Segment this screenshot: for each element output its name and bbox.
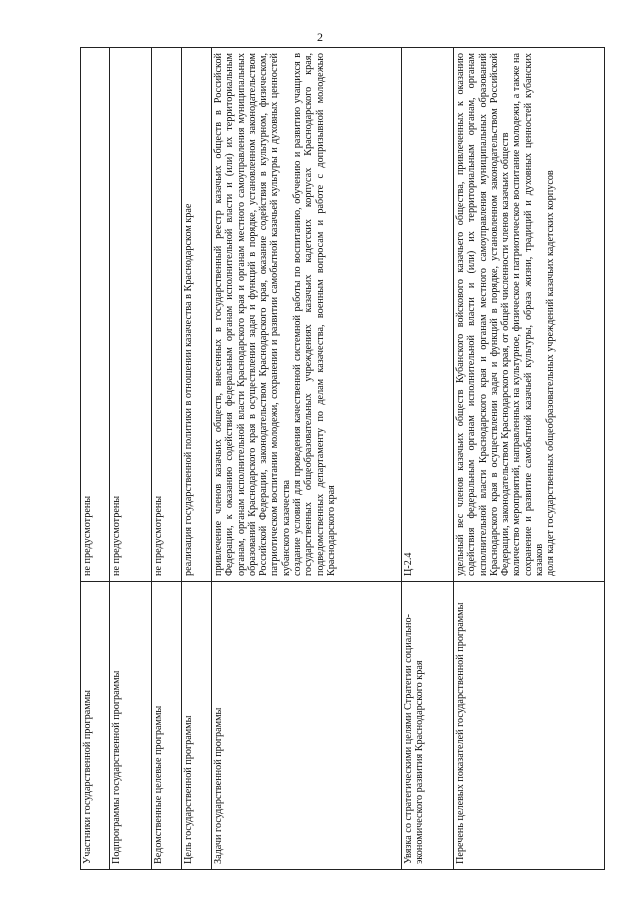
value-paragraph: создание условий для проведения качественной системной работы по воспитанию, обучению и развитию учащихся в государственных общеобразовательных учреждениях казачьих кадетских корпусах Краснодарского края, подведомственных департаменту по делам казачества, военным вопросам и работе с допризывной молодежью Краснодарского края [292, 53, 337, 576]
row-label: Участники государственной программы [81, 582, 110, 870]
row-value [212, 48, 402, 582]
row-value [402, 48, 454, 582]
value-paragraph: количество мероприятий, направленных на культурное, физическое и патриотическое воспитание молодежи, а также на сохранение и развитие самобытной казачьей культуры, образа жизни, традиций и духовных ценностей кубанских казаков [511, 53, 546, 576]
table-row [110, 48, 152, 870]
table-row [152, 48, 182, 870]
row-value [110, 48, 152, 582]
row-label: Ведомственные целевые программы [152, 582, 182, 870]
value-paragraph: удельный вес членов казачьих обществ Кубанского войскового казачьего общества, привлеченных к оказанию содействия федеральным органам исполнительной власти и (или) их территориальным органам, органам исполнительной власти Краснодарского края и органам местного самоуправления муниципальных образований Краснодарского края в осуществлении задач и функций в порядке, установленном законодательством Российской Федерации, законодательством Краснодарского края, от общей численности членов казачьих обществ [455, 53, 512, 576]
value-paragraph: не предусмотрены [82, 495, 93, 576]
row-value [152, 48, 182, 582]
row-label: Цель государственной программы [182, 582, 212, 870]
row-label: Задачи государственной программы [212, 582, 402, 870]
table-row [454, 48, 605, 870]
row-label: Перечень целевых показателей государственной программы [454, 582, 605, 870]
row-value [81, 48, 110, 582]
value-paragraph: доля кадет государственных общеобразовательных учреждений казачьих кадетских корпусов [545, 170, 557, 576]
row-label: Увязка со стратегическими целями Стратегии социально-экономического развития Краснодарского края [402, 582, 454, 870]
table-row [402, 48, 454, 870]
value-paragraph: не предусмотрены [111, 495, 122, 576]
row-value [454, 48, 605, 582]
row-label: Подпрограммы государственной программы [110, 582, 152, 870]
table-row [212, 48, 402, 870]
table-row [182, 48, 212, 870]
program-passport-table [80, 47, 605, 870]
page-number: 2 [317, 30, 323, 44]
rotated-table-wrapper [80, 47, 605, 870]
value-paragraph: привлечение членов казачьих обществ, внесенных в государственный реестр казачьих обществ в Российской Федерации, к оказанию содействия федеральным органам исполнительной власти и (или) их территориальным органам, органам исполнительной власти Краснодарского края и органам местного самоуправления муниципальных образований Краснодарского края в осуществлении задач и функций в порядке, установленном законодательством Российской Федерации, законодательством Краснодарского края, оказание содействия в культурном, физическом, патриотическом воспитании молодежи, сохранении и развитии самобытной казачьей культуры и духовных ценностей кубанского казачества [213, 53, 292, 576]
table-row [81, 48, 110, 870]
value-paragraph: не предусмотрены [153, 495, 164, 576]
value-paragraph: Ц-2.4 [403, 552, 414, 576]
row-value [182, 48, 212, 582]
value-paragraph: реализация государственной политики в отношении казачества в Краснодарском крае [183, 203, 194, 576]
